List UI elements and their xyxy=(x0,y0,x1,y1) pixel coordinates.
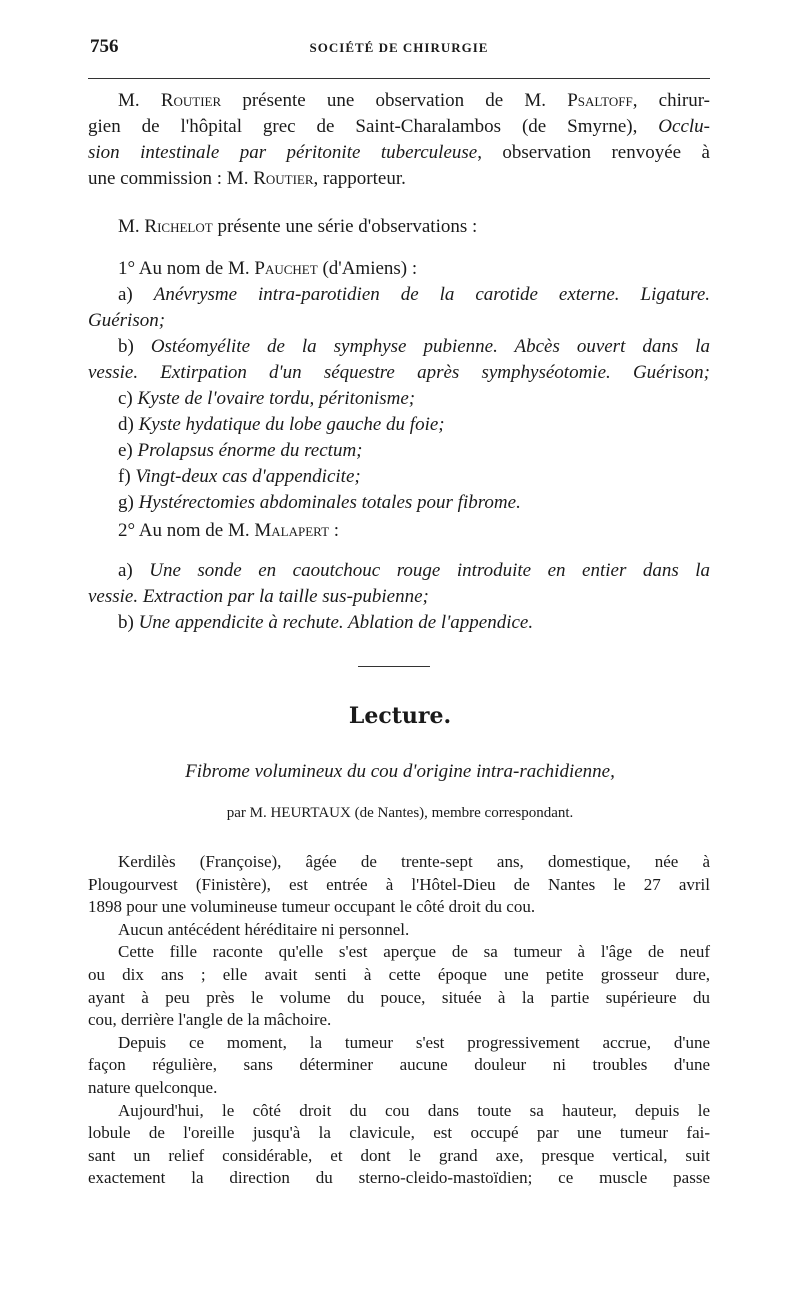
body-line: Cette fille raconte qu'elle s'est aperçue de sa tumeur à l'âge de neuf xyxy=(118,942,710,962)
page-header xyxy=(88,36,710,66)
body-line: Plougourvest (Finistère), est entrée à l'Hôtel-Dieu de Nantes le 27 avril xyxy=(88,874,710,894)
author-name: Routier xyxy=(253,168,314,189)
list-item-continuation: vessie. Extraction par la taille sus-pubienne; xyxy=(88,586,429,607)
body-line: exactement la direction du sterno-cleido-mastoïdien; ce muscle passe xyxy=(88,1168,710,1188)
malapert-items xyxy=(88,558,710,636)
pauchet-list xyxy=(88,256,710,516)
routier-paragraph xyxy=(88,88,710,192)
byline: par M. HEURTAUX (de Nantes), membre correspondant. xyxy=(226,805,574,821)
section-divider xyxy=(358,666,430,667)
body-line: sant un relief considérable, et dont le grand axe, presque vertical, suit xyxy=(88,1145,710,1165)
header-rule xyxy=(88,78,710,79)
author-name: Pauchet xyxy=(254,258,318,279)
body-line: cou, derrière l'angle de la mâchoire. xyxy=(88,1010,332,1030)
body-line: 1898 pour une volumineuse tumeur occupant le côté droit du cou. xyxy=(88,897,536,917)
list-item: b) Une appendicite à rechute. Ablation de l'appendice. xyxy=(118,612,534,633)
body-line: ou dix ans ; elle avait senti à cette époque une petite grosseur dure, xyxy=(88,964,710,984)
list-heading: 1° Au nom de M. Pauchet (d'Amiens) : xyxy=(118,258,418,279)
list-item: b) Ostéomyélite de la symphyse pubienne. Abcès ouvert dans la xyxy=(118,336,710,357)
list-item-continuation: vessie. Extirpation d'un séquestre après symphyséotomie. Guérison; xyxy=(88,362,710,383)
body-line: Kerdilès (Françoise), âgée de trente-sept ans, domestique, née à xyxy=(118,852,710,871)
list-item: e) Prolapsus énorme du rectum; xyxy=(118,440,363,461)
running-head: SOCIÉTÉ DE CHIRURGIE xyxy=(309,40,489,55)
list-item: d) Kyste hydatique du lobe gauche du foie; xyxy=(118,414,445,435)
author-name: Psaltoff xyxy=(567,90,633,111)
list-item-continuation: Guérison; xyxy=(88,310,166,331)
article-body xyxy=(88,851,710,1190)
routier-line-1: M. Routier présente une observation de M. Psaltoff, chirur- xyxy=(118,90,710,111)
list-item: a) Une sonde en caoutchouc rouge introduite en entier dans la xyxy=(118,560,710,581)
list-item: f) Vingt-deux cas d'appendicite; xyxy=(118,466,361,487)
list-heading: 2° Au nom de M. Malapert : xyxy=(118,520,340,541)
article-title: Fibrome volumineux du cou d'origine intra-rachidienne, xyxy=(185,761,615,782)
body-line: Depuis ce moment, la tumeur s'est progressivement accrue, d'une xyxy=(118,1032,710,1052)
routier-line-2: gien de l'hôpital grec de Saint-Charalambos (de Smyrne), Occlu- xyxy=(88,116,710,137)
author-name: Richelot xyxy=(144,216,213,237)
body-line: ayant à peu près le volume du pouce, située à la partie supérieure du xyxy=(88,987,710,1007)
list-item: c) Kyste de l'ovaire tordu, péritonisme; xyxy=(118,388,416,409)
malapert-list xyxy=(88,518,710,544)
list-item: a) Anévrysme intra-parotidien de la carotide externe. Ligature. xyxy=(118,284,710,305)
page-number: 756 xyxy=(90,36,119,57)
list-item: g) Hystérectomies abdominales totales pour fibrome. xyxy=(118,492,521,513)
richelot-intro: M. Richelot présente une série d'observations : xyxy=(118,216,478,237)
section-title: Lecture. xyxy=(348,703,452,729)
body-line: lobule de l'oreille jusqu'à la clavicule, est occupé par une tumeur fai- xyxy=(88,1123,710,1143)
body-line: façon régulière, sans déterminer aucune douleur ni troubles d'une xyxy=(88,1055,710,1075)
author-name: Malapert xyxy=(254,520,330,541)
body-line: Aujourd'hui, le côté droit du cou dans toute sa hauteur, depuis le xyxy=(118,1100,710,1120)
body-line: Aucun antécédent héréditaire ni personnel. xyxy=(118,919,410,939)
author-name: Routier xyxy=(160,90,222,111)
body-line: nature quelconque. xyxy=(88,1077,218,1097)
routier-line-3: sion intestinale par péritonite tuberculeuse, observation renvoyée à xyxy=(88,142,710,163)
routier-line-4: une commission : M. Routier, rapporteur. xyxy=(88,168,406,189)
richelot-section xyxy=(88,214,710,240)
